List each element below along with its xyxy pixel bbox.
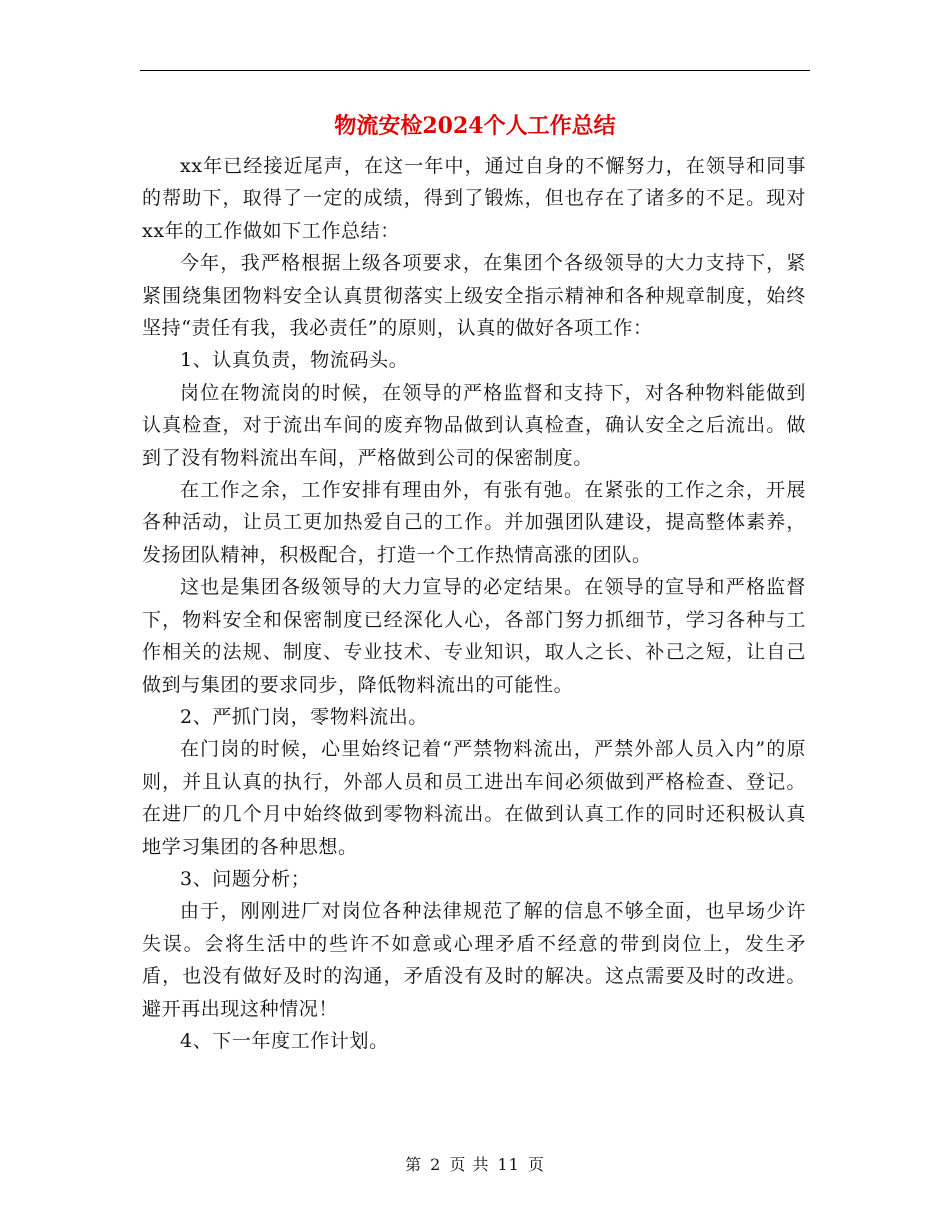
section-heading-3: 3、问题分析； [180, 867, 311, 890]
footer-prefix: 第 [405, 1155, 423, 1174]
header-rule [140, 70, 810, 71]
section-heading-2: 2、严抓门岗，零物料流出。 [180, 705, 428, 728]
footer-total-pages: 11 [497, 1155, 520, 1174]
section-heading-1: 1、认真负责，物流码头。 [180, 349, 409, 372]
document-title: 物流安检2024个人工作总结 [334, 113, 616, 139]
paragraph-problem-analysis: 由于，刚刚进厂对岗位各种法律规范了解的信息不够全面，也早场少许失误。会将生活中的些许不如意或心理矛盾不经意的带到岗位上，发生矛盾，也没有做好及时的沟通，矛盾没有及时的解决。这点需要及时的改进。避开再出现这种情况！ [142, 900, 806, 1020]
paragraph-logistics-post: 岗位在物流岗的时候，在领导的严格监督和支持下，对各种物料能做到认真检查，对于流出车间的废弃物品做到认真检查，确认安全之后流出。做到了没有物料流出车间，严格做到公司的保密制度。 [142, 381, 806, 469]
paragraph-overview: 今年，我严格根据上级各项要求，在集团个各级领导的大力支持下，紧紧围绕集团物料安全认真贯彻落实上级安全指示精神和各种规章制度，始终坚持“责任有我，我必责任”的原则，认真的做好各项工作： [142, 252, 806, 340]
paragraph-intro: xx年已经接近尾声，在这一年中，通过自身的不懈努力，在领导和同事的帮助下，取得了一定的成绩，得到了锻炼，但也存在了诸多的不足。现对xx年的工作做如下工作总结： [142, 155, 806, 242]
page-footer [140, 1153, 810, 1177]
paragraph-gate-post: 在门岗的时候，心里始终记着“严禁物料流出，严禁外部人员入内”的原则，并且认真的执行，外部人员和员工进出车间必须做到严格检查、登记。在进厂的几个月中始终做到零物料流出。在做到认真工作的同时还积极认真地学习集团的各种思想。 [142, 738, 806, 858]
footer-current-page: 2 [430, 1155, 442, 1174]
paragraph-team-building: 在工作之余，工作安排有理由外，有张有弛。在紧张的工作之余，开展各种活动，让员工更加热爱自己的工作。并加强团队建设，提高整体素养，发扬团队精神，积极配合，打造一个工作热情高涨的团队。 [142, 479, 806, 566]
section-heading-4: 4、下一年度工作计划。 [180, 1029, 389, 1052]
footer-mid: 页 共 [449, 1155, 490, 1174]
paragraph-leadership: 这也是集团各级领导的大力宣导的必定结果。在领导的宣导和严格监督下，物料安全和保密制度已经深化人心，各部门努力抓细节，学习各种与工作相关的法规、制度、专业技术、专业知识，取人之长、补己之短，让自己做到与集团的要求同步，降低物料流出的可能性。 [142, 576, 806, 696]
footer-suffix: 页 [527, 1155, 545, 1174]
document-body [142, 150, 806, 1057]
